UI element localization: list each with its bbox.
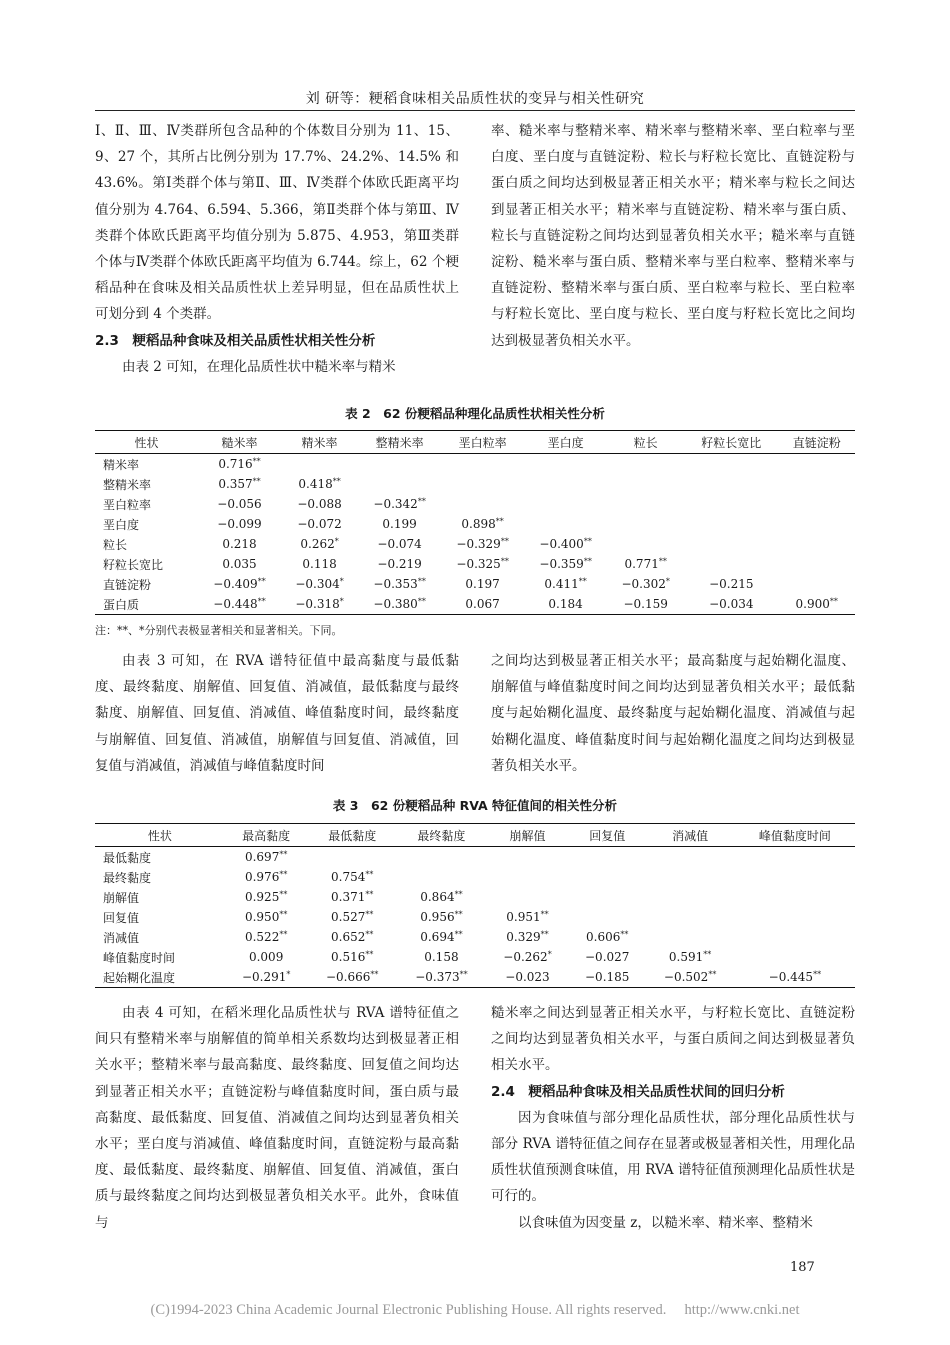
- correlation-cell: [607, 594, 684, 615]
- correlation-value: 0.864: [420, 890, 455, 904]
- correlation-value: −0.304: [295, 577, 340, 591]
- correlation-cell: [358, 534, 441, 554]
- empty-cell: [778, 474, 855, 494]
- empty-cell: [441, 454, 524, 475]
- significance-mark: **: [578, 577, 587, 586]
- significance-mark: **: [454, 930, 463, 939]
- significance-mark: *: [547, 950, 552, 959]
- table2-header-2: 精米率: [281, 431, 358, 454]
- correlation-value: 0.716: [218, 457, 253, 471]
- empty-cell: [778, 514, 855, 534]
- significance-mark: **: [829, 597, 838, 606]
- correlation-cell: [198, 474, 281, 494]
- table2-header-6: 粒长: [607, 431, 684, 454]
- correlation-value: −0.666: [325, 970, 371, 984]
- correlation-cell: [684, 574, 778, 594]
- correlation-value: −0.262: [503, 950, 548, 964]
- correlation-cell: [441, 514, 524, 534]
- correlation-value: 0.771: [624, 557, 659, 571]
- significance-mark: **: [417, 497, 426, 506]
- significance-mark: **: [365, 950, 374, 959]
- table-row: [95, 927, 855, 947]
- correlation-cell: [486, 927, 569, 947]
- row-label: 垩白粒率: [103, 497, 152, 512]
- empty-cell: [524, 454, 607, 475]
- table-4-discussion-cont: 糙米率之间达到显著正相关水平，与籽粒长宽比、直链淀粉之间均达到显著负相关水平，与蛋白质间之间达到极显著负相关水平。: [491, 1005, 855, 1074]
- correlation-cell: [778, 594, 855, 615]
- section-2-4-paragraph-2: 以食味值为因变量 z，以糙米率、精米率、整精米: [518, 1214, 813, 1231]
- row-label: 整精米率: [103, 477, 152, 492]
- section-2-3-heading: 2.3 粳稻品种食味及相关品质性状相关性分析: [95, 332, 376, 349]
- correlation-value: 0.035: [222, 557, 257, 571]
- section-2-3-paragraph: 由表 2 可知，在理化品质性状中糙米率与精米: [122, 358, 396, 375]
- correlation-value: 0.218: [222, 537, 257, 551]
- correlation-value: −0.342: [373, 497, 418, 511]
- correlation-cell: [308, 907, 397, 927]
- empty-cell: [607, 514, 684, 534]
- table2-header-4: 垩白粒率: [441, 431, 524, 454]
- correlation-value: 0.591: [668, 950, 704, 964]
- correlation-value: −0.056: [217, 497, 262, 511]
- significance-mark: **: [658, 557, 667, 566]
- empty-cell: [735, 867, 855, 887]
- correlation-cell: [524, 574, 607, 594]
- significance-mark: **: [417, 577, 426, 586]
- table3-header-1: 最高黏度: [225, 824, 308, 847]
- table-note: 注：**、*分别代表极显著相关和显著相关。下同。: [95, 624, 343, 637]
- empty-cell: [486, 887, 569, 907]
- correlation-cell: [735, 967, 855, 988]
- correlation-cell: [308, 867, 397, 887]
- correlation-cell: [524, 594, 607, 615]
- correlation-value: 0.925: [244, 890, 280, 904]
- empty-cell: [684, 534, 778, 554]
- significance-mark: **: [257, 597, 266, 606]
- significance-mark: **: [252, 457, 261, 466]
- row-label: 消减值: [103, 930, 140, 945]
- correlation-value: −0.445: [768, 970, 814, 984]
- table-row: [95, 554, 855, 574]
- correlation-cell: [281, 574, 358, 594]
- correlation-value: 0.606: [586, 930, 621, 944]
- table-row: [95, 574, 855, 594]
- empty-cell: [684, 514, 778, 534]
- correlation-cell: [569, 947, 646, 967]
- empty-cell: [607, 494, 684, 514]
- empty-cell: [735, 887, 855, 907]
- significance-mark: **: [417, 597, 426, 606]
- correlation-value: −0.400: [539, 537, 584, 551]
- empty-cell: [778, 554, 855, 574]
- correlation-value: −0.291: [241, 970, 287, 984]
- significance-mark: **: [540, 930, 549, 939]
- correlation-value: −0.409: [213, 577, 258, 591]
- correlation-cell: [198, 574, 281, 594]
- empty-cell: [607, 474, 684, 494]
- correlation-cell: [607, 574, 684, 594]
- empty-cell: [358, 474, 441, 494]
- significance-mark: **: [279, 890, 288, 899]
- right-column-top: [491, 118, 855, 354]
- correlation-cell: [607, 554, 684, 574]
- correlation-value: 0.900: [795, 597, 830, 611]
- significance-mark: **: [279, 910, 288, 919]
- section-2-4-paragraph-1: 因为食味值与部分理化品质性状，部分理化品质性状与部分 RVA 谱特征值之间存在显著或极显著相关性，用理化品质性状值预测食味值，用 RVA 谱特征值预测理化品质性状是可行的。: [491, 1109, 855, 1205]
- significance-mark: *: [339, 577, 344, 586]
- correlation-value: −0.159: [623, 597, 668, 611]
- correlation-value: 0.329: [506, 930, 541, 944]
- correlation-value: 0.956: [420, 910, 455, 924]
- correlation-value: −0.353: [373, 577, 418, 591]
- correlation-cell: [225, 947, 308, 967]
- correlation-value: 0.197: [465, 577, 500, 591]
- empty-cell: [569, 867, 646, 887]
- correlation-cell: [225, 907, 308, 927]
- significance-mark: **: [708, 970, 717, 979]
- significance-mark: **: [365, 870, 374, 879]
- correlation-cell: [281, 494, 358, 514]
- significance-mark: **: [252, 477, 261, 486]
- table2-header-7: 籽粒长宽比: [684, 431, 778, 454]
- correlation-value: 0.527: [331, 910, 366, 924]
- row-label: 峰值黏度时间: [103, 950, 176, 965]
- empty-cell: [524, 494, 607, 514]
- significance-mark: **: [540, 910, 549, 919]
- table-row: [95, 494, 855, 514]
- correlation-value: −0.380: [373, 597, 418, 611]
- empty-cell: [397, 847, 486, 868]
- correlation-value: −0.318: [295, 597, 340, 611]
- table3-header-4: 崩解值: [486, 824, 569, 847]
- correlation-cell: [198, 534, 281, 554]
- correlation-cell: [524, 534, 607, 554]
- empty-cell: [486, 867, 569, 887]
- empty-cell: [397, 867, 486, 887]
- empty-cell: [684, 454, 778, 475]
- correlation-cell: [397, 887, 486, 907]
- table-2: [95, 430, 855, 615]
- correlation-cell: [684, 594, 778, 615]
- empty-cell: [607, 454, 684, 475]
- correlation-value: 0.009: [248, 950, 284, 964]
- empty-cell: [358, 454, 441, 475]
- significance-mark: *: [286, 970, 291, 979]
- correlation-value: 0.411: [544, 577, 579, 591]
- left-column-middle: [95, 648, 459, 779]
- right-column-middle: [491, 648, 855, 779]
- empty-cell: [646, 887, 735, 907]
- correlation-value: 0.158: [424, 950, 459, 964]
- correlation-value: −0.072: [297, 517, 342, 531]
- running-header: 刘 研等：粳稻食味相关品质性状的变异与相关性研究: [305, 91, 645, 107]
- empty-cell: [778, 534, 855, 554]
- section-2-4-heading: 2.4 粳稻品种食味及相关品质性状间的回归分析: [491, 1083, 785, 1100]
- correlation-cell: [308, 887, 397, 907]
- empty-cell: [684, 494, 778, 514]
- empty-cell: [735, 907, 855, 927]
- correlation-cell: [198, 454, 281, 475]
- table-2-caption: 表 2 62 份粳稻品种理化品质性状相关性分析: [345, 406, 605, 421]
- correlation-value: −0.034: [709, 597, 754, 611]
- correlation-value: 0.951: [506, 910, 541, 924]
- significance-mark: **: [583, 537, 592, 546]
- table-row: [95, 907, 855, 927]
- left-column-bottom: [95, 1000, 459, 1236]
- correlation-value: −0.448: [213, 597, 258, 611]
- correlation-value: 0.357: [218, 477, 253, 491]
- empty-cell: [281, 454, 358, 475]
- significance-mark: **: [365, 930, 374, 939]
- empty-cell: [607, 534, 684, 554]
- header-rule: [95, 110, 855, 111]
- row-label: 籽粒长宽比: [103, 557, 164, 572]
- empty-cell: [735, 947, 855, 967]
- empty-cell: [646, 867, 735, 887]
- row-label: 最终黏度: [103, 870, 152, 885]
- correlation-value: 0.652: [331, 930, 366, 944]
- correlation-cell: [281, 474, 358, 494]
- correlation-value: −0.074: [377, 537, 422, 551]
- row-label: 蛋白质: [95, 594, 198, 615]
- correlation-cell: [397, 947, 486, 967]
- table-3-discussion: 由表 3 可知，在 RVA 谱特征值中最高黏度与最低黏度、最终黏度、崩解值、回复值、消减值，最低黏度与最终黏度、崩解值、回复值、消减值、峰值黏度时间，最终黏度与崩解值、回复值、消减值，崩解值与回复值、消减值，回复值与消减值，消减值与峰值黏度时间: [95, 653, 459, 774]
- correlation-value: −0.359: [539, 557, 584, 571]
- significance-mark: **: [495, 517, 504, 526]
- empty-cell: [646, 907, 735, 927]
- table3-header-6: 消减值: [646, 824, 735, 847]
- table2-header-3: 整精米率: [358, 431, 441, 454]
- correlation-value: 0.522: [244, 930, 280, 944]
- empty-cell: [646, 927, 735, 947]
- correlation-cell: [308, 927, 397, 947]
- empty-cell: [486, 847, 569, 868]
- table-4-discussion: 由表 4 可知，在稻米理化品质性状与 RVA 谱特征值之间只有整精米率与崩解值的简单相关系数均达到极显著正相关水平；整精米率与最高黏度、最终黏度、回复值之间均达到显著正相关水平；直链淀粉与峰值黏度时间，蛋白质与最高黏度、最低黏度、回复值、消减值之间均达到显著负相关水平；垩白度与消减值、峰值黏度时间，直链淀粉与最高黏度、最低黏度、最终黏度、崩解值、回复值、消减值，蛋白质与最终黏度之间均达到极显著负相关水平。此外，食味值与: [95, 1005, 459, 1231]
- significance-mark: **: [454, 890, 463, 899]
- row-label: 精米率: [103, 457, 140, 472]
- significance-mark: **: [332, 477, 341, 486]
- table-row: [95, 514, 855, 534]
- significance-mark: **: [583, 557, 592, 566]
- correlation-cell: [281, 594, 358, 615]
- table-row: [95, 594, 855, 615]
- empty-cell: [524, 474, 607, 494]
- correlation-cell: [441, 574, 524, 594]
- correlation-cell: [569, 927, 646, 947]
- row-label: 最低黏度: [103, 850, 152, 865]
- table-row: [95, 867, 855, 887]
- table-row: [95, 474, 855, 494]
- correlation-value: −0.088: [297, 497, 342, 511]
- correlation-value: 0.950: [244, 910, 280, 924]
- correlation-value: 0.118: [302, 557, 337, 571]
- empty-cell: [735, 847, 855, 868]
- table2-header-0: 性状: [95, 431, 198, 454]
- significance-mark: **: [370, 970, 379, 979]
- correlation-cell: [358, 594, 441, 615]
- row-label: 起始糊化温度: [95, 967, 225, 988]
- significance-mark: **: [279, 870, 288, 879]
- significance-mark: **: [279, 930, 288, 939]
- table-row: [95, 967, 855, 988]
- left-column-top: [95, 118, 459, 380]
- correlation-cell: [281, 554, 358, 574]
- correlation-value: 0.976: [244, 870, 280, 884]
- correlation-cell: [225, 867, 308, 887]
- table3-header-2: 最低黏度: [308, 824, 397, 847]
- correlation-cell: [569, 967, 646, 988]
- correlation-value: 0.184: [548, 597, 583, 611]
- empty-cell: [308, 847, 397, 868]
- significance-mark: *: [665, 577, 670, 586]
- table2-header-1: 糙米率: [198, 431, 281, 454]
- row-label: 回复值: [103, 910, 140, 925]
- correlation-cell: [281, 514, 358, 534]
- significance-mark: **: [279, 850, 288, 859]
- correlation-cell: [397, 967, 486, 988]
- correlation-cell: [225, 847, 308, 868]
- significance-mark: **: [620, 930, 629, 939]
- correlation-cell: [397, 927, 486, 947]
- table-row: [95, 887, 855, 907]
- significance-mark: *: [334, 537, 339, 546]
- empty-cell: [778, 454, 855, 475]
- correlation-cell: [198, 494, 281, 514]
- table-row: [95, 847, 855, 868]
- table-row: [95, 947, 855, 967]
- table3-header-7: 峰值黏度时间: [735, 824, 855, 847]
- correlation-cell: [198, 594, 281, 615]
- significance-mark: **: [459, 970, 468, 979]
- empty-cell: [441, 494, 524, 514]
- empty-cell: [646, 847, 735, 868]
- empty-cell: [778, 574, 855, 594]
- significance-mark: **: [813, 970, 822, 979]
- row-label: 粒长: [103, 537, 128, 552]
- significance-mark: **: [257, 577, 266, 586]
- correlation-value: −0.215: [709, 577, 754, 591]
- correlation-cell: [225, 887, 308, 907]
- correlation-cell: [358, 574, 441, 594]
- correlation-value: 0.516: [331, 950, 366, 964]
- correlation-cell: [524, 554, 607, 574]
- correlation-value: −0.329: [456, 537, 501, 551]
- copyright-footer: (C)1994-2023 China Academic Journal Electronic Publishing House. All rights reserved. http://www.cnki.net: [150, 1302, 800, 1318]
- continuation-paragraph: Ⅰ、Ⅱ、Ⅲ、Ⅳ类群所包含品种的个体数目分别为 11、15、9、27 个，其所占比例分别为 17.7%、24.2%、14.5% 和 43.6%。第Ⅰ类群个体与第Ⅱ、Ⅲ、Ⅳ类群个体欧氏距离平均值分别为 4.764、6.594、5.366，第Ⅱ类群个体与第Ⅲ、Ⅳ类群个体欧氏距离平均值分别为 5.875、4.953，第Ⅲ类群个体与Ⅳ类群个体欧氏距离平均值为 6.744。综上，62 个粳稻品种在食味及相关品质性状上差异明显，但在品质性状上可划分到 4 个类群。: [95, 123, 459, 323]
- correlation-value: 0.199: [382, 517, 417, 531]
- correlation-cell: [358, 494, 441, 514]
- correlation-cell: [486, 967, 569, 988]
- correlation-cell: [308, 967, 397, 988]
- significance-mark: **: [500, 537, 509, 546]
- empty-cell: [684, 474, 778, 494]
- section-2-3-paragraph-cont: 率、糙米率与整精米率、精米率与整精米率、垩白粒率与垩白度、垩白度与直链淀粉、粒长与籽粒长宽比、直链淀粉与蛋白质之间均达到极显著正相关水平；精米率与粒长之间达到显著正相关水平；精米率与直链淀粉、精米率与蛋白质、粒长与直链淀粉之间均达到显著负相关水平；糙米率与直链淀粉、糙米率与蛋白质、整精米率与垩白粒率、整精米率与直链淀粉、整精米率与蛋白质、垩白粒率与粒长、垩白粒率与籽粒长宽比、垩白度与粒长、垩白度与籽粒长宽比之间均达到极显著负相关水平。: [491, 123, 855, 349]
- table3-header-0: 性状: [95, 824, 225, 847]
- correlation-cell: [441, 594, 524, 615]
- correlation-value: −0.023: [505, 970, 550, 984]
- correlation-value: −0.373: [415, 970, 460, 984]
- correlation-value: −0.099: [217, 517, 262, 531]
- significance-mark: **: [454, 910, 463, 919]
- correlation-cell: [198, 554, 281, 574]
- page-number: 187: [790, 1260, 815, 1275]
- correlation-cell: [646, 967, 735, 988]
- table-3-discussion-cont: 之间均达到极显著正相关水平；最高黏度与起始糊化温度、崩解值与峰值黏度时间之间均达到显著负相关水平；最低黏度与起始糊化温度、最终黏度与起始糊化温度、消减值与起始糊化温度、峰值黏度时间与起始糊化温度之间均达到极显著负相关水平。: [491, 653, 855, 774]
- table2-header-5: 垩白度: [524, 431, 607, 454]
- correlation-value: −0.325: [456, 557, 501, 571]
- significance-mark: **: [365, 910, 374, 919]
- row-label: 崩解值: [103, 890, 140, 905]
- correlation-value: −0.302: [621, 577, 666, 591]
- correlation-cell: [308, 947, 397, 967]
- row-label: 直链淀粉: [103, 577, 152, 592]
- correlation-value: −0.502: [663, 970, 709, 984]
- correlation-cell: [225, 927, 308, 947]
- significance-mark: *: [339, 597, 344, 606]
- empty-cell: [569, 907, 646, 927]
- correlation-cell: [486, 947, 569, 967]
- correlation-value: −0.185: [585, 970, 630, 984]
- correlation-cell: [397, 907, 486, 927]
- correlation-value: 0.371: [331, 890, 366, 904]
- table3-header-3: 最终黏度: [397, 824, 486, 847]
- correlation-cell: [198, 514, 281, 534]
- empty-cell: [569, 847, 646, 868]
- correlation-value: 0.697: [244, 850, 280, 864]
- empty-cell: [569, 887, 646, 907]
- row-label: 垩白度: [103, 517, 140, 532]
- empty-cell: [524, 514, 607, 534]
- table2-header-8: 直链淀粉: [778, 431, 855, 454]
- correlation-value: 0.898: [461, 517, 496, 531]
- table-row: [95, 534, 855, 554]
- empty-cell: [778, 494, 855, 514]
- correlation-cell: [281, 534, 358, 554]
- table3-header-5: 回复值: [569, 824, 646, 847]
- significance-mark: **: [365, 890, 374, 899]
- correlation-value: 0.262: [300, 537, 335, 551]
- correlation-cell: [225, 967, 308, 988]
- table-3-header-row: [95, 824, 855, 847]
- correlation-value: 0.754: [331, 870, 366, 884]
- correlation-cell: [646, 947, 735, 967]
- empty-cell: [735, 927, 855, 947]
- correlation-value: 0.067: [465, 597, 500, 611]
- table-2-header-row: [95, 431, 855, 454]
- correlation-value: −0.219: [377, 557, 422, 571]
- correlation-cell: [358, 554, 441, 574]
- empty-cell: [684, 554, 778, 574]
- correlation-value: 0.418: [298, 477, 333, 491]
- correlation-cell: [486, 907, 569, 927]
- correlation-cell: [358, 514, 441, 534]
- correlation-value: −0.027: [585, 950, 630, 964]
- significance-mark: **: [703, 950, 712, 959]
- correlation-value: 0.694: [420, 930, 455, 944]
- significance-mark: **: [500, 557, 509, 566]
- table-3: [95, 823, 855, 988]
- empty-cell: [441, 474, 524, 494]
- right-column-bottom: [491, 1000, 855, 1236]
- table-row: [95, 454, 855, 475]
- table-3-caption: 表 3 62 份粳稻品种 RVA 特征值间的相关性分析: [332, 798, 618, 813]
- correlation-cell: [441, 534, 524, 554]
- correlation-cell: [441, 554, 524, 574]
